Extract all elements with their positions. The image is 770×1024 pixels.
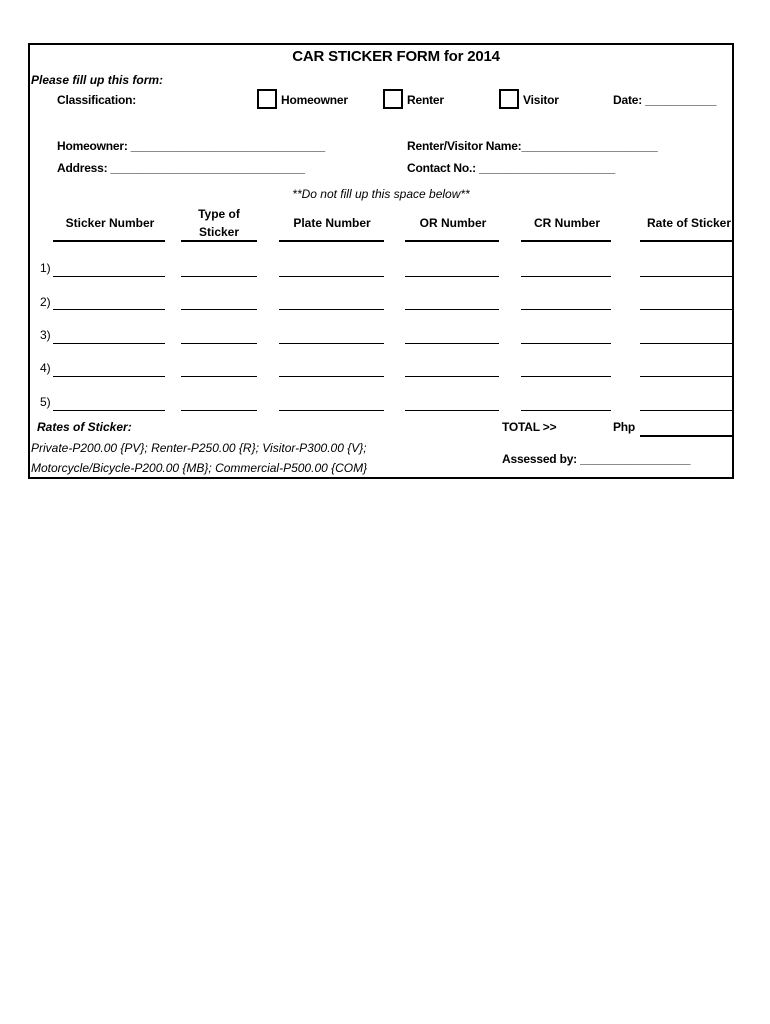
- homeowner-option-label: Homeowner: [281, 93, 348, 107]
- homeowner-field[interactable]: Homeowner: ______________________________: [57, 139, 326, 153]
- header-underline: [521, 240, 611, 242]
- contact-number-field[interactable]: Contact No.: _____________________: [407, 161, 616, 175]
- type-of-sticker-blank[interactable]: [181, 376, 257, 377]
- header-underline: [181, 240, 257, 242]
- sticker-number-blank[interactable]: [53, 376, 165, 377]
- car-sticker-form: [28, 43, 734, 479]
- assessed-by-field[interactable]: Assessed by: _________________: [502, 452, 691, 466]
- row-number: 5): [40, 395, 51, 409]
- rate-of-sticker-blank[interactable]: [640, 376, 734, 377]
- cr-number-blank[interactable]: [521, 376, 611, 377]
- type-of-sticker-blank[interactable]: [181, 276, 257, 277]
- visitor-option-label: Visitor: [523, 93, 559, 107]
- php-label: Php: [613, 420, 636, 434]
- col-header-sticker-number: Sticker Number: [65, 216, 155, 230]
- rate-of-sticker-blank[interactable]: [640, 343, 734, 344]
- address-field[interactable]: Address: ______________________________: [57, 161, 305, 175]
- renter-visitor-name-field[interactable]: Renter/Visitor Name:_____________________: [407, 139, 658, 153]
- header-underline: [279, 240, 384, 242]
- visitor-checkbox[interactable]: [499, 89, 519, 109]
- row-number: 4): [40, 361, 51, 375]
- date-field[interactable]: Date: ___________: [613, 93, 717, 107]
- or-number-blank[interactable]: [405, 376, 499, 377]
- header-underline: [405, 240, 499, 242]
- type-of-sticker-blank[interactable]: [181, 410, 257, 411]
- sticker-number-blank[interactable]: [53, 343, 165, 344]
- renter-checkbox[interactable]: [383, 89, 403, 109]
- header-underline: [53, 240, 165, 242]
- col-header-rate-of-sticker: Rate of Sticker: [646, 216, 732, 230]
- row-number: 2): [40, 295, 51, 309]
- cr-number-blank[interactable]: [521, 276, 611, 277]
- plate-number-blank[interactable]: [279, 276, 384, 277]
- or-number-blank[interactable]: [405, 410, 499, 411]
- rate-of-sticker-blank[interactable]: [640, 410, 734, 411]
- renter-option-label: Renter: [407, 93, 444, 107]
- plate-number-blank[interactable]: [279, 343, 384, 344]
- rate-of-sticker-blank[interactable]: [640, 276, 734, 277]
- type-of-sticker-blank[interactable]: [181, 309, 257, 310]
- cr-number-blank[interactable]: [521, 343, 611, 344]
- col-header-type-of-sticker: Type of Sticker: [198, 207, 240, 239]
- office-use-note: **Do not fill up this space below**: [292, 187, 470, 201]
- homeowner-checkbox[interactable]: [257, 89, 277, 109]
- form-instruction: Please fill up this form:: [31, 73, 164, 87]
- classification-label: Classification:: [57, 93, 137, 107]
- cr-number-blank[interactable]: [521, 410, 611, 411]
- header-underline: [640, 240, 734, 242]
- col-header-plate-number: Plate Number: [293, 216, 371, 230]
- sticker-number-blank[interactable]: [53, 410, 165, 411]
- row-number: 3): [40, 328, 51, 342]
- or-number-blank[interactable]: [405, 309, 499, 310]
- or-number-blank[interactable]: [405, 276, 499, 277]
- plate-number-blank[interactable]: [279, 309, 384, 310]
- rates-heading: Rates of Sticker:: [37, 420, 132, 434]
- rates-line-2: Motorcycle/Bicycle-P200.00 {MB}; Commercial-P500.00 {COM}: [31, 461, 368, 475]
- col-header-or-number: OR Number: [419, 216, 487, 230]
- rates-line-1: Private-P200.00 {PV}; Renter-P250.00 {R}; Visitor-P300.00 {V};: [31, 441, 367, 455]
- total-amount-blank[interactable]: [640, 435, 734, 437]
- col-header-cr-number: CR Number: [533, 216, 600, 230]
- type-of-sticker-blank[interactable]: [181, 343, 257, 344]
- or-number-blank[interactable]: [405, 343, 499, 344]
- row-number: 1): [40, 261, 51, 275]
- plate-number-blank[interactable]: [279, 410, 384, 411]
- rate-of-sticker-blank[interactable]: [640, 309, 734, 310]
- total-label: TOTAL >>: [502, 420, 557, 434]
- sticker-number-blank[interactable]: [53, 276, 165, 277]
- form-title: CAR STICKER FORM for 2014: [292, 48, 500, 65]
- cr-number-blank[interactable]: [521, 309, 611, 310]
- sticker-number-blank[interactable]: [53, 309, 165, 310]
- plate-number-blank[interactable]: [279, 376, 384, 377]
